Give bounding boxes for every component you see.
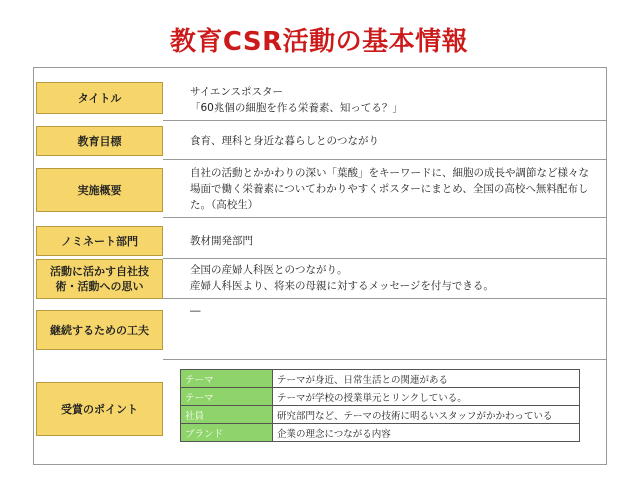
label-department: ノミネート部門: [36, 226, 163, 256]
table-row: [181, 406, 580, 424]
row-separator: [163, 120, 606, 121]
value-overview-line2: 場面で働く栄養素についてわかりやすくポスターにまとめ、全国の高校へ無料配布し: [190, 183, 589, 195]
label-title: タイトル: [36, 82, 163, 114]
table-row: [181, 370, 580, 388]
table-row: [181, 388, 580, 406]
award-value: テーマが学校の授業単元とリンクしている。: [273, 388, 580, 406]
label-overview: 実施概要: [36, 168, 163, 212]
award-value: テーマが身近、日常生活との関連がある: [273, 370, 580, 388]
row-separator: [163, 159, 606, 160]
value-overview: [190, 165, 602, 213]
award-key: テーマ: [181, 370, 273, 388]
label-strength-line2: 術・活動への思い: [55, 280, 144, 293]
row-separator: [163, 359, 606, 360]
award-key: 社員: [181, 406, 273, 424]
page-title: 教育CSR活動の基本情報: [169, 27, 469, 57]
row-separator: [163, 217, 606, 218]
value-title-line2: 「60兆個の細胞を作る栄養素、知ってる？」: [190, 102, 403, 114]
value-title: [190, 84, 602, 116]
award-value: 研究部門など、テーマの技術に明るいスタッフがかかわっている: [273, 406, 580, 424]
row-separator: [163, 298, 606, 299]
award-value: 企業の理念につながる内容: [273, 424, 580, 442]
label-strength-line1: 活動に活かす自社技: [50, 265, 149, 278]
award-key: テーマ: [181, 388, 273, 406]
label-continuation: 継続するための工夫: [36, 310, 163, 350]
award-table: [180, 369, 580, 442]
value-strength-line1: 全国の産婦人科医とのつながり。: [190, 264, 348, 276]
label-strength: [36, 259, 163, 299]
table-row: [181, 424, 580, 442]
label-award: 受賞のポイント: [36, 382, 163, 436]
award-key: ブランド: [181, 424, 273, 442]
value-continuation: ―: [190, 305, 201, 317]
value-title-line1: サイエンスポスター: [190, 86, 284, 98]
row-separator: [163, 258, 606, 259]
value-goal: 食育、理科と身近な暮らしとのつながり: [190, 135, 379, 147]
label-goal: 教育目標: [36, 126, 163, 156]
value-overview-line3: た。（高校生）: [190, 199, 259, 211]
value-strength: [190, 262, 602, 294]
value-overview-line1: 自社の活動とかかわりの深い「葉酸」をキーワードに、細胞の成長や調節など様々な: [190, 167, 589, 179]
value-strength-line2: 産婦人科医より、将来の母親に対するメッセージを付与できる。: [190, 280, 494, 292]
value-department: 教材開発部門: [190, 235, 253, 247]
